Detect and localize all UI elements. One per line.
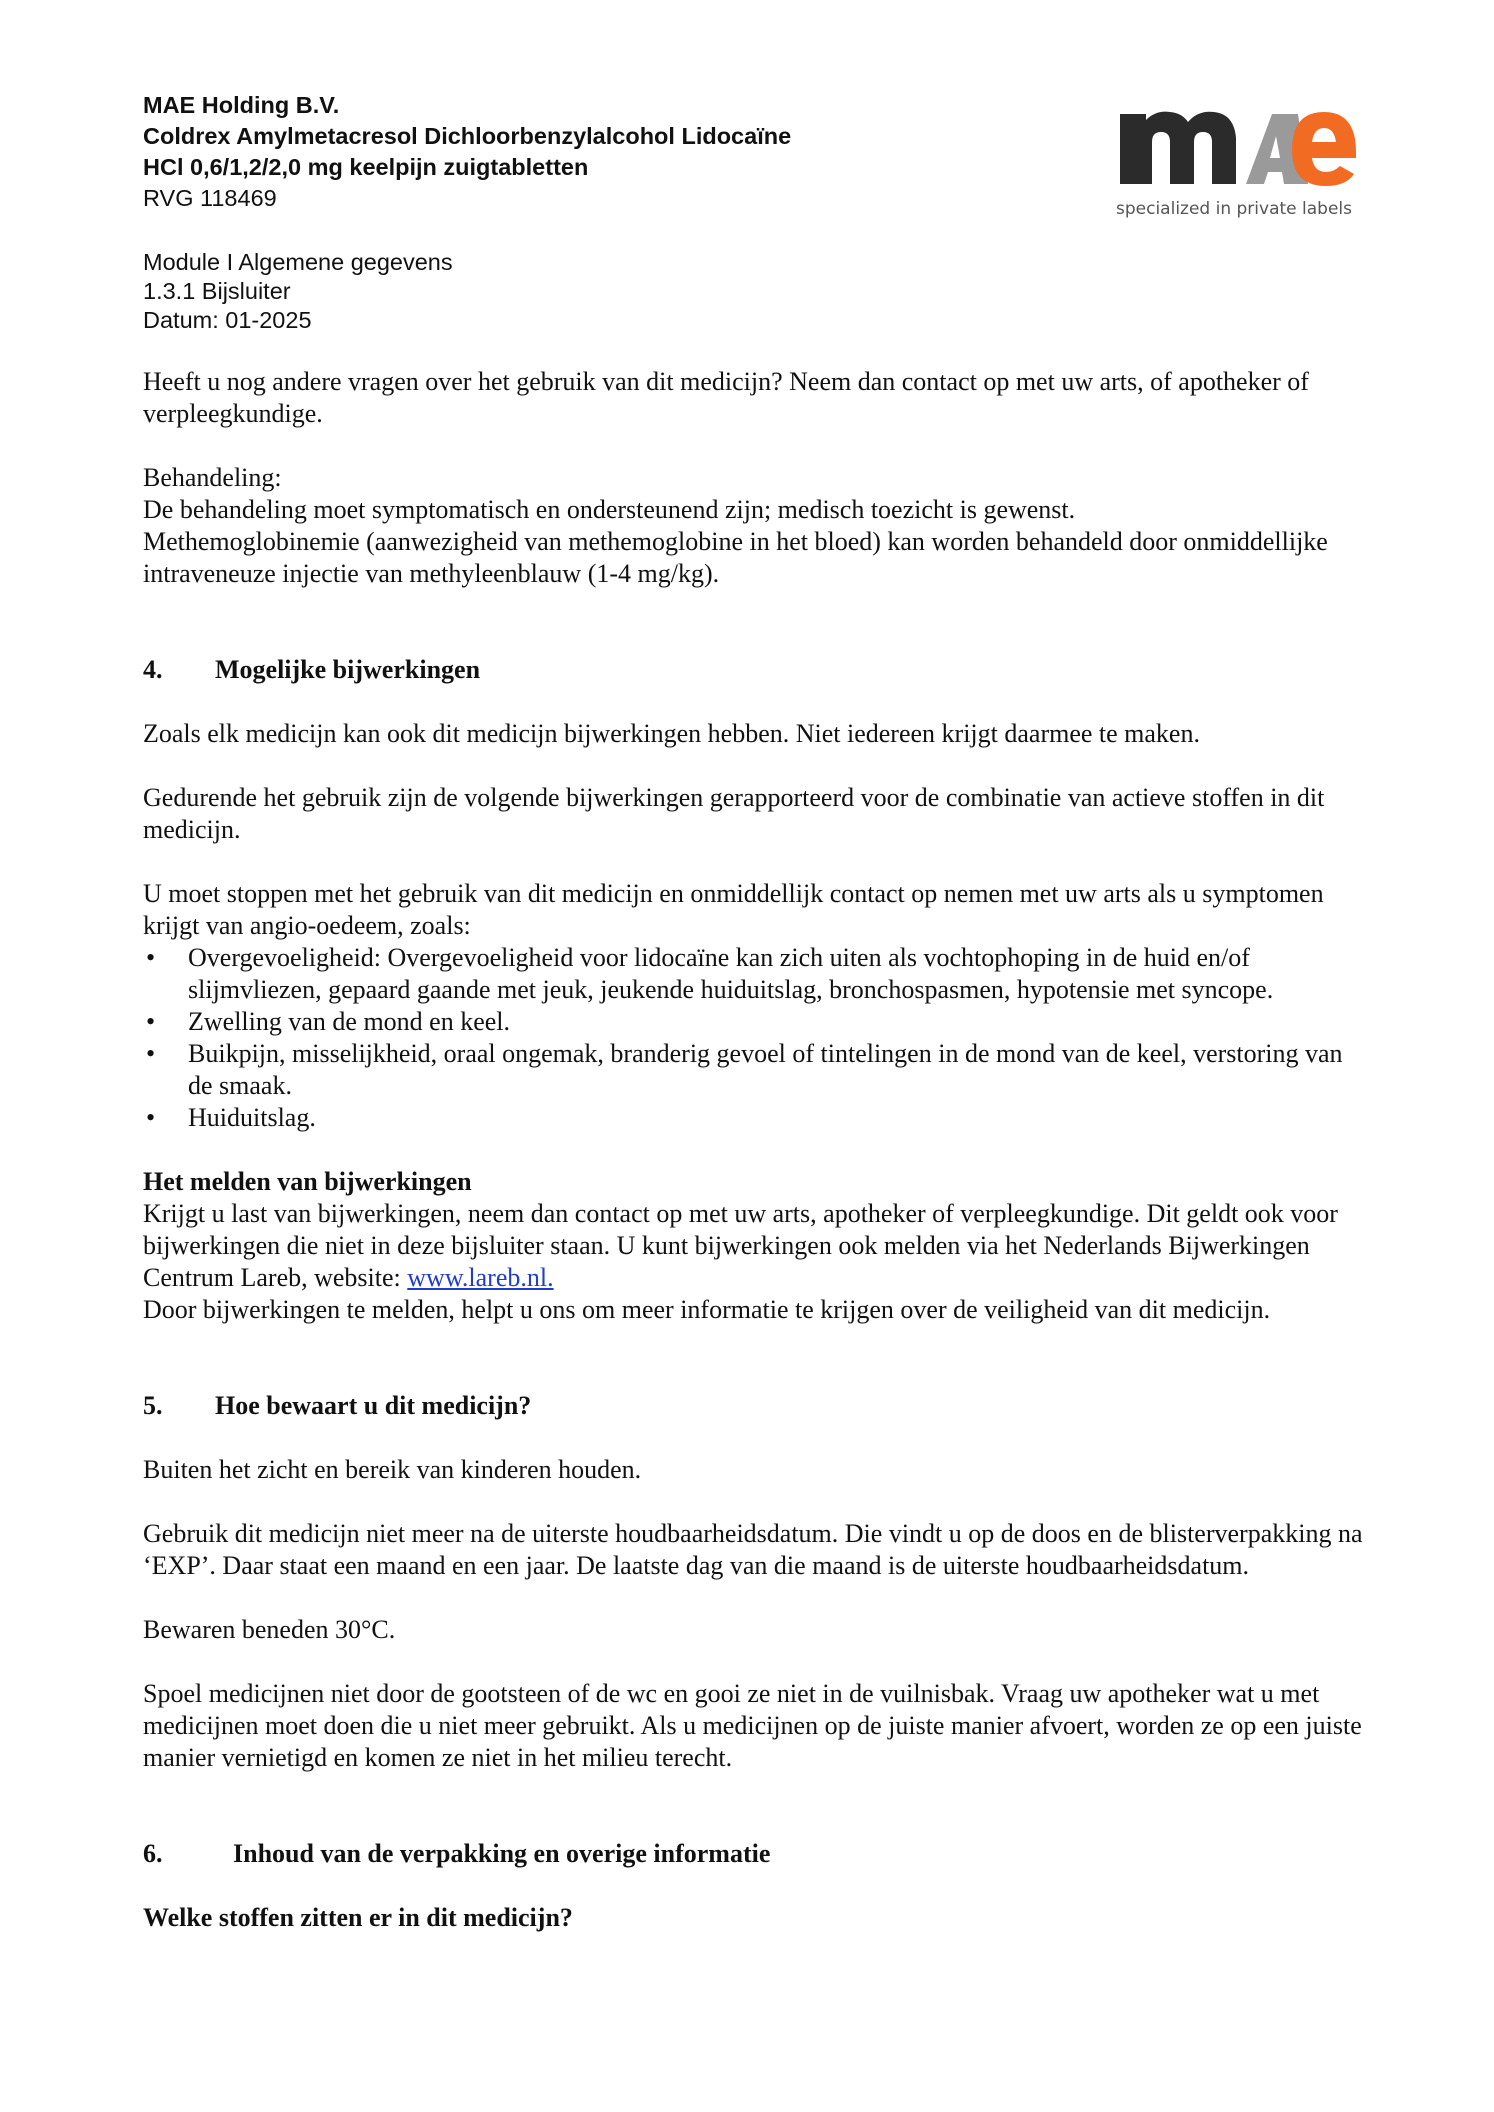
side-effects-list [143, 942, 1373, 1134]
section-4-paragraph-3: U moet stoppen met het gebruik van dit medicijn en onmiddellijk contact op nemen met uw arts als u symptomen krijgt van angio-oedeem, zoals: [143, 879, 1324, 940]
report-side-effects-text: Krijgt u last van bijwerkingen, neem dan contact op met uw arts, apotheker of verpleegkundige. Dit geldt ook voor bijwerkingen die niet in deze bijsluiter staan. U kunt bijwerkingen ook melden via het Nederlands Bijwerkingen Centrum Lareb, website: www.lareb.nl. [143, 1199, 1338, 1292]
bullet-icon: • [146, 1007, 156, 1036]
document-date: Datum: 01-2025 [143, 307, 312, 333]
mae-logo-icon [1112, 92, 1362, 227]
section-6-heading [143, 1838, 1373, 1870]
section-5-paragraph-4: Spoel medicijnen niet door de gootsteen of de wc en gooi ze niet in de vuilnisbak. Vraag uw apotheker wat u met medicijnen moet doen die u niet meer gebruikt. Als u medicijnen op de juiste manier afvoert, worden ze op een juiste manier vernietigd en komen ze niet in het milieu terecht. [143, 1679, 1362, 1772]
section-4-paragraph-1: Zoals elk medicijn kan ook dit medicijn bijwerkingen hebben. Niet iedereen krijgt daarmee te maken. [143, 719, 1200, 748]
mae-logo [1112, 92, 1362, 227]
section-4-title: Mogelijke bijwerkingen [215, 655, 481, 684]
section-6-number: 6. [143, 1839, 163, 1868]
leaflet-body [143, 366, 1373, 1934]
intro-question: Heeft u nog andere vragen over het gebruik van dit medicijn? Neem dan contact op met uw arts, of apotheker of verpleegkundige. [143, 367, 1309, 428]
section-5-paragraph-2: Gebruik dit medicijn niet meer na de uiterste houdbaarheidsdatum. Die vindt u op de doos en de blisterverpakking na ‘EXP’. Daar staat een maand en een jaar. De laatste dag van die maand is de uiterste houdbaarheidsdatum. [143, 1519, 1363, 1580]
section-6-title: Inhoud van de verpakking en overige informatie [233, 1839, 771, 1868]
treatment-text-1: De behandeling moet symptomatisch en ondersteunend zijn; medisch toezicht is gewenst. [143, 495, 1076, 524]
section-5-title: Hoe bewaart u dit medicijn? [215, 1391, 532, 1420]
bullet-icon: • [146, 943, 156, 972]
section-4-paragraph-2: Gedurende het gebruik zijn de volgende bijwerkingen gerapporteerd voor de combinatie van actieve stoffen in dit medicijn. [143, 783, 1325, 844]
treatment-label: Behandeling: [143, 463, 282, 492]
module-label: Module I Algemene gegevens [143, 249, 453, 275]
section-reference: 1.3.1 Bijsluiter [143, 278, 291, 304]
list-item: • Overgevoeligheid: Overgevoeligheid voor lidocaïne kan zich uiten als vochtophoping in de huid en/of slijmvliezen, gepaard gaande met jeuk, jeukende huiduitslag, bronchospasmen, hypotensie met syncope. [146, 943, 1274, 1004]
bullet-icon: • [146, 1039, 156, 1068]
section-6-subheading: Welke stoffen zitten er in dit medicijn? [143, 1903, 573, 1932]
module-info [143, 248, 843, 335]
lareb-website-link[interactable]: www.lareb.nl. [407, 1263, 554, 1292]
list-item: • Zwelling van de mond en keel. [146, 1007, 511, 1036]
report-side-effects-closing: Door bijwerkingen te melden, helpt u ons om meer informatie te krijgen over de veiligheid van dit medicijn. [143, 1295, 1271, 1324]
section-5-paragraph-3: Bewaren beneden 30°C. [143, 1615, 396, 1644]
section-5-number: 5. [143, 1391, 163, 1420]
rvg-number: RVG 118469 [143, 185, 277, 211]
section-4-heading [143, 654, 1373, 686]
section-4-number: 4. [143, 655, 163, 684]
bullet-icon: • [146, 1103, 156, 1132]
section-5-heading [143, 1390, 1373, 1422]
company-name: MAE Holding B.V. [143, 92, 340, 118]
document-header [143, 90, 1023, 214]
treatment-text-2: Methemoglobinemie (aanwezigheid van methemoglobine in het bloed) kan worden behandeld door onmiddellijke intraveneuze injectie van methyleenblauw (1-4 mg/kg). [143, 527, 1328, 588]
report-side-effects-heading: Het melden van bijwerkingen [143, 1167, 472, 1196]
logo-tagline: specialized in private labels [1116, 199, 1352, 219]
section-5-paragraph-1: Buiten het zicht en bereik van kinderen houden. [143, 1455, 642, 1484]
list-item: • Huiduitslag. [146, 1103, 316, 1132]
product-name-line1: Coldrex Amylmetacresol Dichloorbenzylalcohol Lidocaïne [143, 123, 792, 149]
product-name-line2: HCl 0,6/1,2/2,0 mg keelpijn zuigtabletten [143, 154, 589, 180]
list-item: • Buikpijn, misselijkheid, oraal ongemak, branderig gevoel of tintelingen in de mond van de keel, verstoring van de smaak. [146, 1039, 1343, 1100]
